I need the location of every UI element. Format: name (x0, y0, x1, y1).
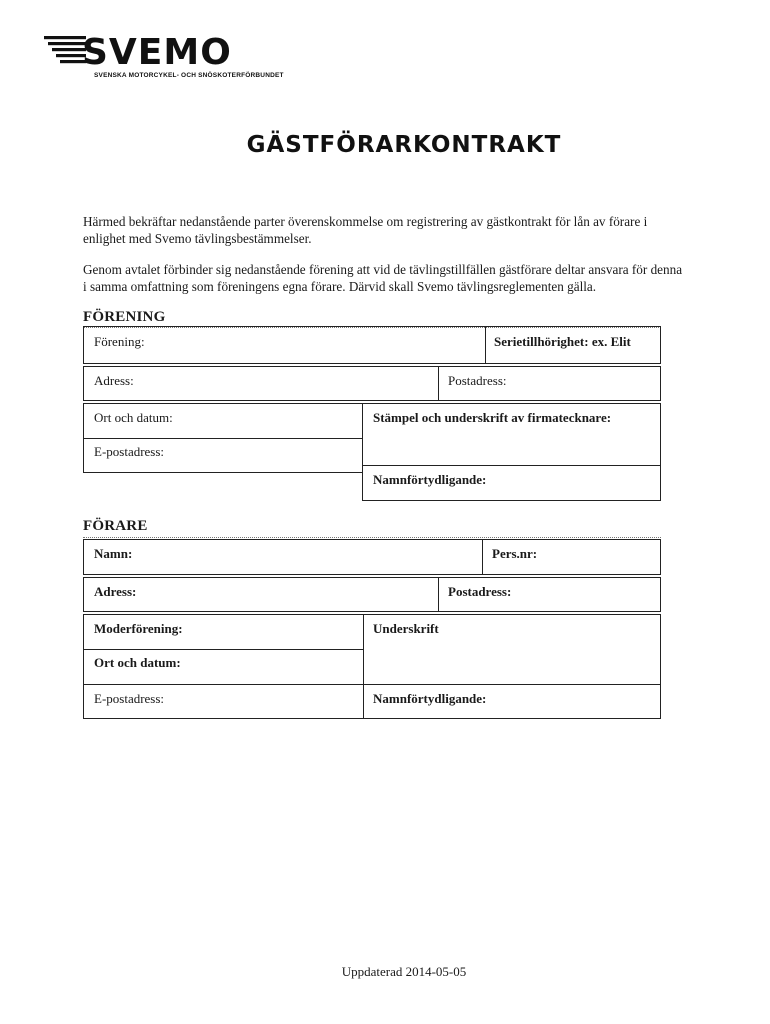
logo-wordmark: SVEMO (82, 32, 232, 73)
forare-namn-field[interactable]: Namn: (94, 546, 133, 561)
forening-row-1 (83, 326, 661, 364)
forare-postadress-field[interactable]: Postadress: (448, 584, 512, 599)
forare-epost-field[interactable]: E-postadress: (94, 691, 165, 706)
forening-heading: FÖRENING (83, 309, 166, 325)
forening-field[interactable]: Förening: (94, 334, 145, 349)
serietillhorighet-field[interactable]: Serietillhörighet: ex. Elit (494, 334, 631, 349)
forare-namnfortydligande-field[interactable]: Namnförtydligande: (373, 691, 487, 706)
forening-left-block (83, 403, 363, 473)
page-title: GÄSTFÖRARKONTRAKT (246, 132, 562, 158)
forare-adress-field[interactable]: Adress: (94, 584, 137, 599)
forening-epost-field[interactable]: E-postadress: (94, 444, 165, 459)
moderforening-field[interactable]: Moderförening: (94, 621, 183, 636)
forening-adress-field[interactable]: Adress: (94, 373, 134, 388)
logo-subtitle: SVENSKA MOTORCYKEL- OCH SNÖSKOTERFÖRBUNDET (94, 72, 284, 79)
stampel-underskrift-field[interactable]: Stämpel och underskrift av firmatecknare: (373, 410, 612, 425)
forening-namnfortydligande-field[interactable]: Namnförtydligande: (373, 472, 487, 487)
intro-paragraph-2: Genom avtalet förbinder sig nedanstående förening att vid de tävlingstillfällen gästförare deltar ansvara för denna i samma omfattning som föreningens egna förare. Därvid skall Svemo tävlingsreglementen gälla. (83, 262, 683, 294)
forening-postadress-field[interactable]: Postadress: (448, 373, 507, 388)
forare-bottom-block (83, 614, 661, 719)
forare-row-2 (83, 577, 661, 612)
forare-heading: FÖRARE (83, 518, 148, 534)
intro-paragraph-1: Härmed bekräftar nedanstående parter överenskommelse om registrering av gästkontrakt för lån av förare i enlighet med Svemo tävlingsbestämmelser. (83, 214, 648, 246)
forare-separator (83, 537, 661, 538)
forening-row-2 (83, 366, 661, 401)
updated-date: Uppdaterad 2014-05-05 (341, 964, 467, 979)
forare-row-1 (83, 539, 661, 575)
forening-right-block (362, 403, 661, 501)
forening-ort-datum-field[interactable]: Ort och datum: (94, 410, 173, 425)
forare-ort-datum-field[interactable]: Ort och datum: (94, 655, 181, 670)
forare-persnr-field[interactable]: Pers.nr: (492, 546, 538, 561)
forare-underskrift-field[interactable]: Underskrift (373, 621, 439, 636)
